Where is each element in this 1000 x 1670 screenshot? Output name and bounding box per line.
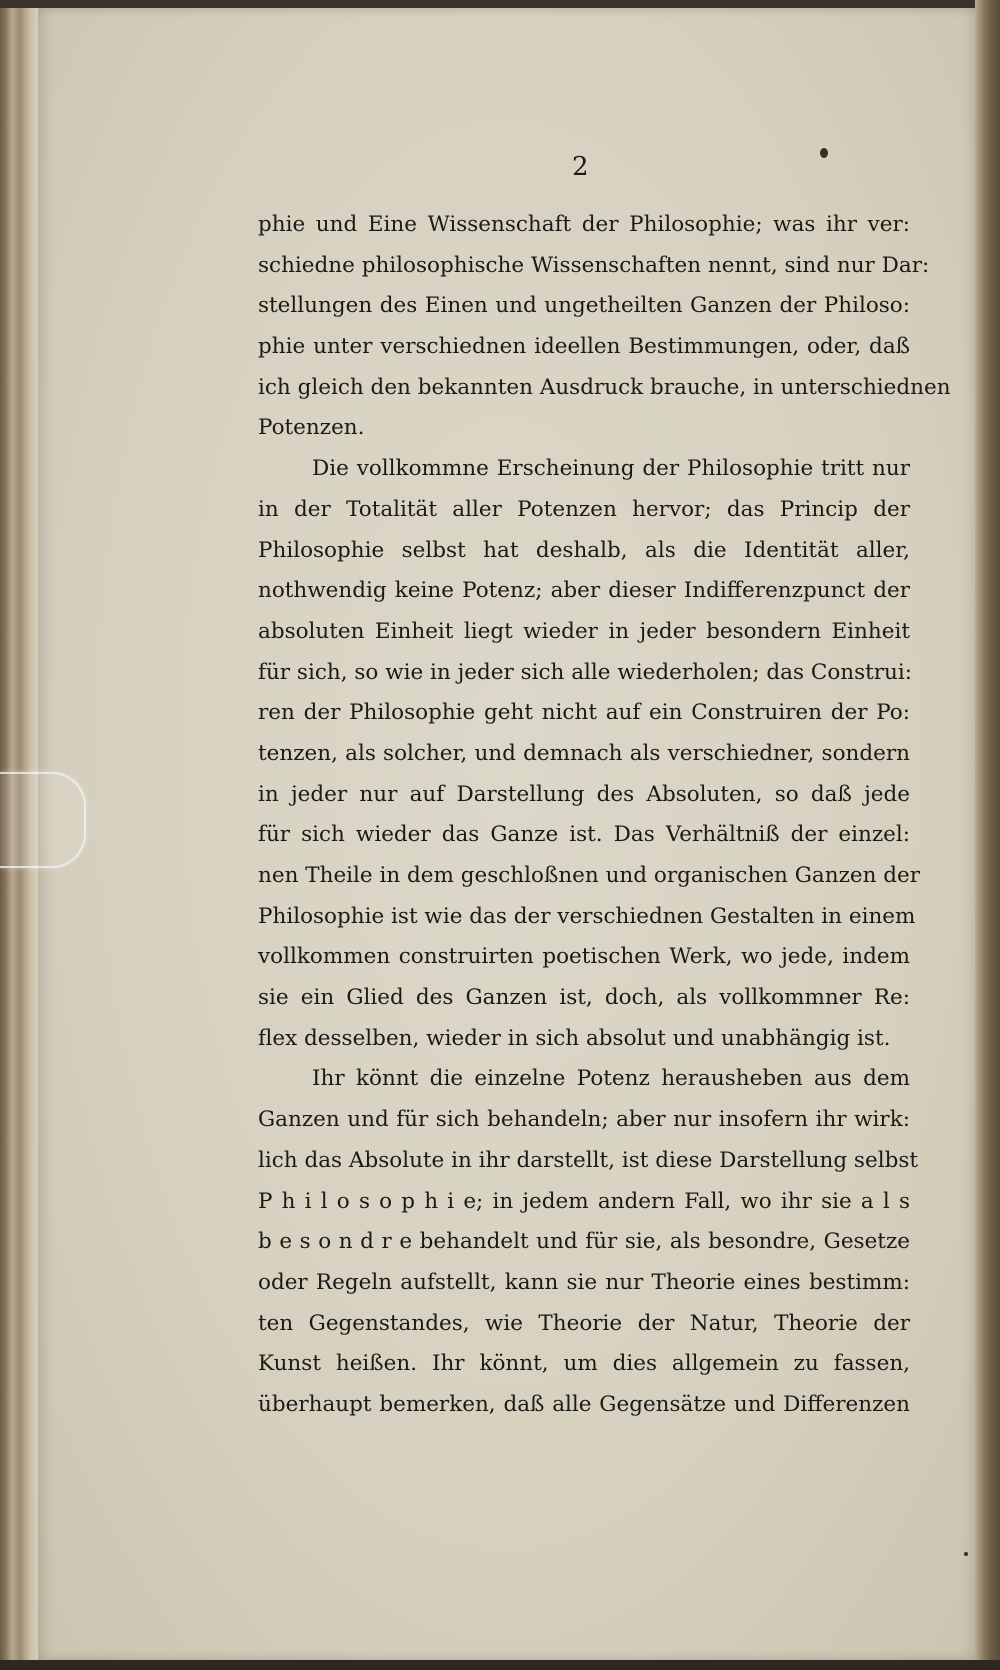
text-line: lich das Absolute in ihr darstellt, ist diese Darstellung selbst	[258, 1147, 919, 1173]
margin-mark	[964, 1552, 968, 1556]
book-cover-edge	[975, 0, 1000, 1670]
text-line: in jeder nur auf Darstellung des Absoluten, so daß jede	[258, 781, 910, 807]
text-line: flex desselben, wieder in sich absolut und unabhängig ist.	[258, 1025, 891, 1051]
text-line: für sich, so wie in jeder sich alle wiederholen; das Construi:	[258, 659, 913, 685]
page-number: 2	[572, 152, 589, 182]
text-line: Philosophie ist wie das der verschiednen Gestalten in einem	[258, 903, 916, 929]
page-clip	[0, 772, 86, 868]
text-line: schiedne philosophische Wissenschaften nennt, sind nur Dar:	[258, 252, 930, 278]
text-line: P h i l o s o p h i e; in jedem andern Fall, wo ihr sie a l s	[258, 1188, 910, 1214]
text-line: absoluten Einheit liegt wieder in jeder besondern Einheit	[258, 618, 910, 644]
book-top-edge	[0, 0, 1000, 8]
text-line: nothwendig keine Potenz; aber dieser Indifferenzpunct der	[258, 578, 910, 604]
text-line: Philosophie selbst hat deshalb, als die Identität aller,	[258, 537, 910, 563]
paragraph-start-line: Die vollkommne Erscheinung der Philosophie tritt nur	[312, 456, 910, 482]
text-line: ren der Philosophie geht nicht auf ein Construiren der Po:	[258, 700, 910, 726]
text-line: nen Theile in dem geschloßnen und organischen Ganzen der	[258, 863, 921, 888]
text-line: für sich wieder das Ganze ist. Das Verhältniß der einzel:	[258, 822, 910, 848]
text-line: ich gleich den bekannten Ausdruck brauche, in unterschiednen	[258, 374, 951, 400]
book-bottom-edge	[0, 1660, 1000, 1670]
text-line: phie unter verschiednen ideellen Bestimmungen, oder, daß	[258, 334, 910, 360]
text-line: in der Totalität aller Potenzen hervor; das Princip der	[258, 496, 910, 522]
text-line: sie ein Glied des Ganzen ist, doch, als vollkommner Re:	[258, 985, 910, 1011]
text-line: stellungen des Einen und ungetheilten Ganzen der Philoso:	[258, 293, 910, 319]
text-line: ten Gegenstandes, wie Theorie der Natur, Theorie der	[258, 1310, 910, 1336]
text-line: Kunst heißen. Ihr könnt, um dies allgemein zu fassen,	[258, 1351, 910, 1377]
text-line: vollkommen construirten poetischen Werk, wo jede, indem	[258, 944, 910, 970]
paragraph-start-line: Ihr könnt die einzelne Potenz herausheben aus dem	[312, 1066, 910, 1092]
text-line: Potenzen.	[258, 415, 365, 441]
text-line: oder Regeln aufstellt, kann sie nur Theorie eines bestimm:	[258, 1269, 910, 1295]
text-line: tenzen, als solcher, und demnach als verschiedner, sondern	[258, 740, 910, 766]
ink-speck	[820, 148, 828, 158]
text-line: überhaupt bemerken, daß alle Gegensätze und Differenzen	[258, 1391, 910, 1417]
text-line: Ganzen und für sich behandeln; aber nur insofern ihr wirk:	[258, 1107, 910, 1133]
page-body-text	[258, 205, 951, 1426]
text-line: phie und Eine Wissenschaft der Philosophie; was ihr ver:	[258, 212, 910, 237]
text-line: b e s o n d r e behandelt und für sie, als besondre, Gesetze	[258, 1229, 910, 1255]
